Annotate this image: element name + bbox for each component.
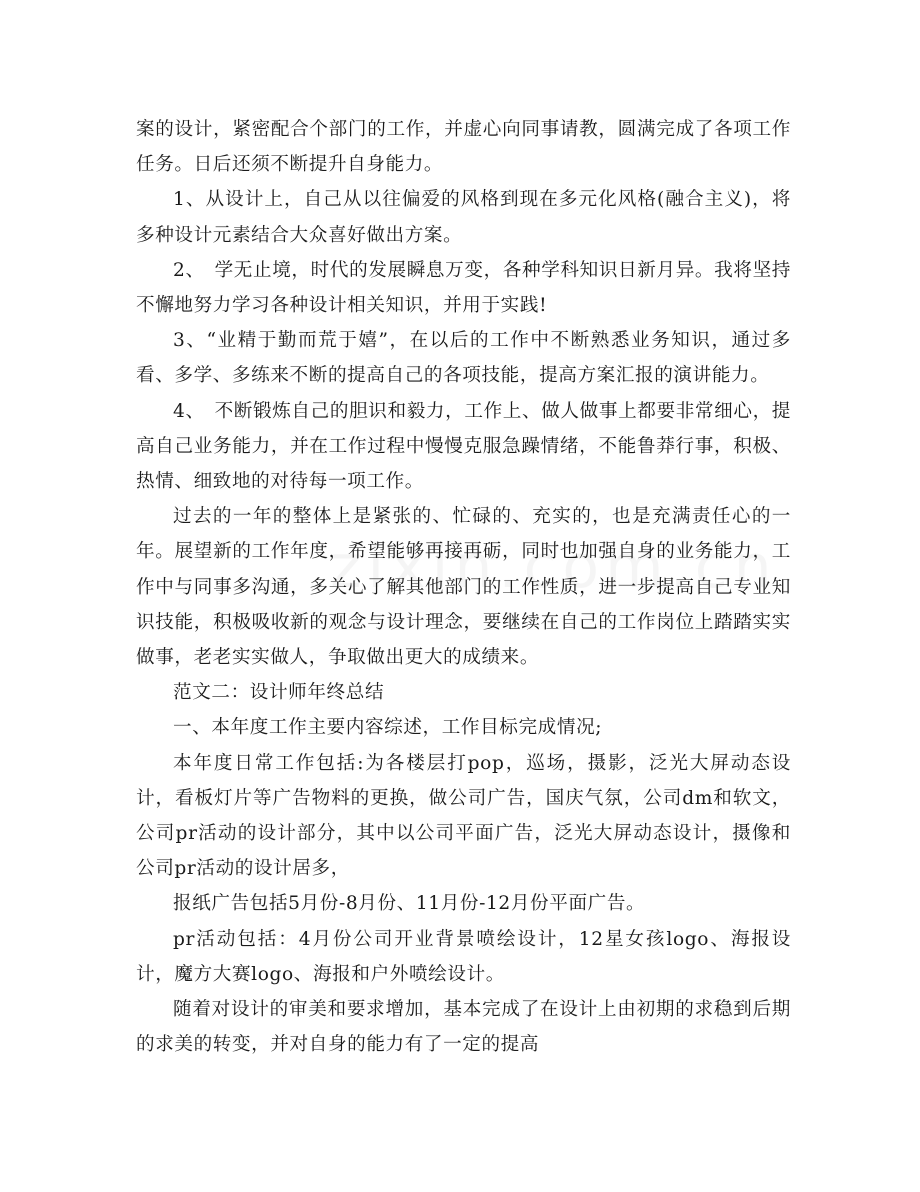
paragraph: 4、 不断锻炼自己的胆识和毅力，工作上、做人做事上都要非常细心，提高自己业务能力，并在工作过程中慢慢克服急躁情绪，不能鲁莽行事，积极、热情、细致地的对待每一项工作。: [136, 400, 791, 493]
paragraph: 本年度日常工作包括:为各楼层打pop，巡场，摄影，泛光大屏动态设计，看板灯片等广告物料的更换，做公司广告，国庆气氛，公司dm和软文，公司pr活动的设计部分，其中以公司平面广告，泛光大屏动态设计，摄像和公司pr活动的设计居多，: [136, 752, 791, 880]
document-body: [136, 112, 791, 1062]
paragraph: 一、本年度工作主要内容综述，工作目标完成情况;: [173, 717, 603, 739]
paragraph: pr活动包括：4月份公司开业背景喷绘设计，12星女孩logo、海报设计，魔方大赛logo、海报和户外喷绘设计。: [136, 928, 791, 985]
paragraph: 2、 学无止境，时代的发展瞬息万变，各种学科知识日新月异。我将坚持不懈地努力学习各种设计相关知识，并用于实践!: [136, 259, 791, 317]
paragraph: 范文二：设计师年终总结: [173, 682, 385, 704]
paragraph: 3、“业精于勤而荒于嬉”，在以后的工作中不断熟悉业务知识，通过多看、多学、多练来不断的提高自己的各项技能，提高方案汇报的演讲能力。: [136, 330, 791, 387]
paragraph: 随着对设计的审美和要求增加，基本完成了在设计上由初期的求稳到后期的求美的转变，并对自身的能力有了一定的提高: [136, 999, 791, 1056]
paragraph: 过去的一年的整体上是紧张的、忙碌的、充实的，也是充满责任心的一年。展望新的工作年度，希望能够再接再砺，同时也加强自身的业务能力，工作中与同事多沟通，多关心了解其他部门的工作性质，进一步提高自己专业知识技能，积极吸收新的观念与设计理念，要继续在自己的工作岗位上踏踏实实做事，老老实实做人，争取做出更大的成绩来。: [136, 506, 791, 669]
paragraph: 报纸广告包括5月份-8月份、11月份-12月份平面广告。: [173, 893, 646, 915]
paragraph: 案的设计，紧密配合个部门的工作，并虚心向同事请教，圆满完成了各项工作任务。日后还须不断提升自身能力。: [136, 119, 791, 176]
paragraph: 1、从设计上，自己从以往偏爱的风格到现在多元化风格(融合主义)，将多种设计元素结合大众喜好做出方案。: [136, 189, 791, 246]
